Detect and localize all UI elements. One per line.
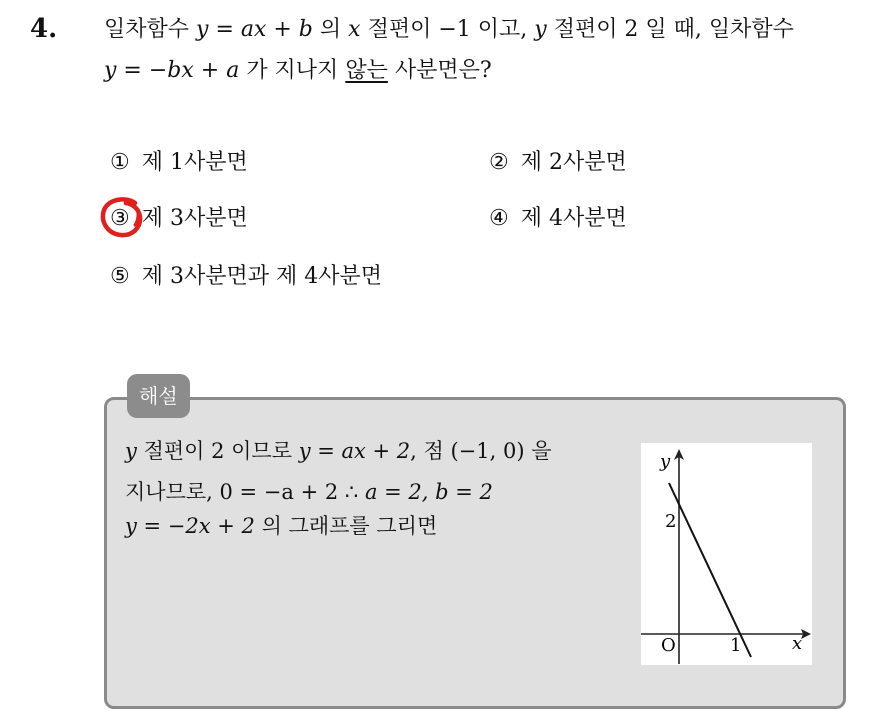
- s-text-b: , 점 (−1, 0) 을: [410, 439, 552, 463]
- s-var-y: y: [125, 439, 137, 463]
- choice-1[interactable]: [110, 148, 248, 178]
- choice-4[interactable]: [489, 204, 627, 234]
- q-text-b: 의: [319, 17, 342, 42]
- s-equation-2: a = 2, b = 2: [364, 480, 493, 504]
- q-text-a: 일차함수: [104, 17, 190, 42]
- x-axis-label: x: [792, 633, 803, 654]
- solution-line-2: [125, 478, 493, 506]
- q-var-x: x: [348, 17, 361, 42]
- q-equation-2: y = −bx + a: [104, 58, 240, 83]
- choice-4-label: 제 4사분면: [520, 206, 627, 231]
- q-underlined-word: 않는: [345, 58, 388, 83]
- choice-2-number: ②: [489, 150, 509, 175]
- choice-5[interactable]: [110, 262, 382, 292]
- q-text-c: 절편이 −1 이고,: [367, 17, 528, 42]
- s-equation-3: y = −2x + 2: [125, 514, 255, 538]
- solution-line-3: [125, 512, 437, 540]
- question-line-1: [104, 15, 794, 45]
- choice-2[interactable]: [489, 148, 627, 178]
- origin-label: O: [661, 635, 676, 656]
- s-text-c: 지나므로, 0 = −a + 2 ∴: [125, 480, 359, 504]
- function-graph: [641, 443, 812, 665]
- choice-4-number: ④: [489, 206, 509, 231]
- q-var-y: y: [534, 17, 547, 42]
- q-text-f: 사분면은?: [394, 58, 492, 83]
- graph-line: [669, 483, 751, 657]
- choice-5-label: 제 3사분면과 제 4사분면: [141, 264, 382, 289]
- x-intercept-label: 1: [730, 635, 742, 656]
- choice-3-label: 제 3사분면: [141, 206, 248, 231]
- y-axis-label: y: [660, 451, 671, 472]
- solution-line-1: [125, 437, 552, 465]
- question-number: 4.: [30, 14, 58, 44]
- choice-1-label: 제 1사분면: [141, 150, 248, 175]
- y-intercept-label: 2: [665, 511, 677, 532]
- solution-tab: 해설: [127, 374, 190, 418]
- graph-panel: [641, 443, 812, 665]
- s-text-a: 절편이 2 이므로: [143, 439, 292, 463]
- choice-5-number: ⑤: [110, 264, 130, 289]
- choice-3-number: ③: [110, 206, 130, 231]
- answer-circle-mark: [99, 195, 145, 239]
- q-text-e: 가 지나지: [246, 58, 339, 83]
- s-text-d: 의 그래프를 그리면: [261, 514, 438, 538]
- q-equation-1: y = ax + b: [196, 17, 313, 42]
- q-text-d: 절편이 2 일 때, 일차함수: [553, 17, 794, 42]
- question-line-2: [104, 56, 492, 86]
- choice-1-number: ①: [110, 150, 130, 175]
- s-equation-1: y = ax + 2: [298, 439, 411, 463]
- choice-2-label: 제 2사분면: [520, 150, 627, 175]
